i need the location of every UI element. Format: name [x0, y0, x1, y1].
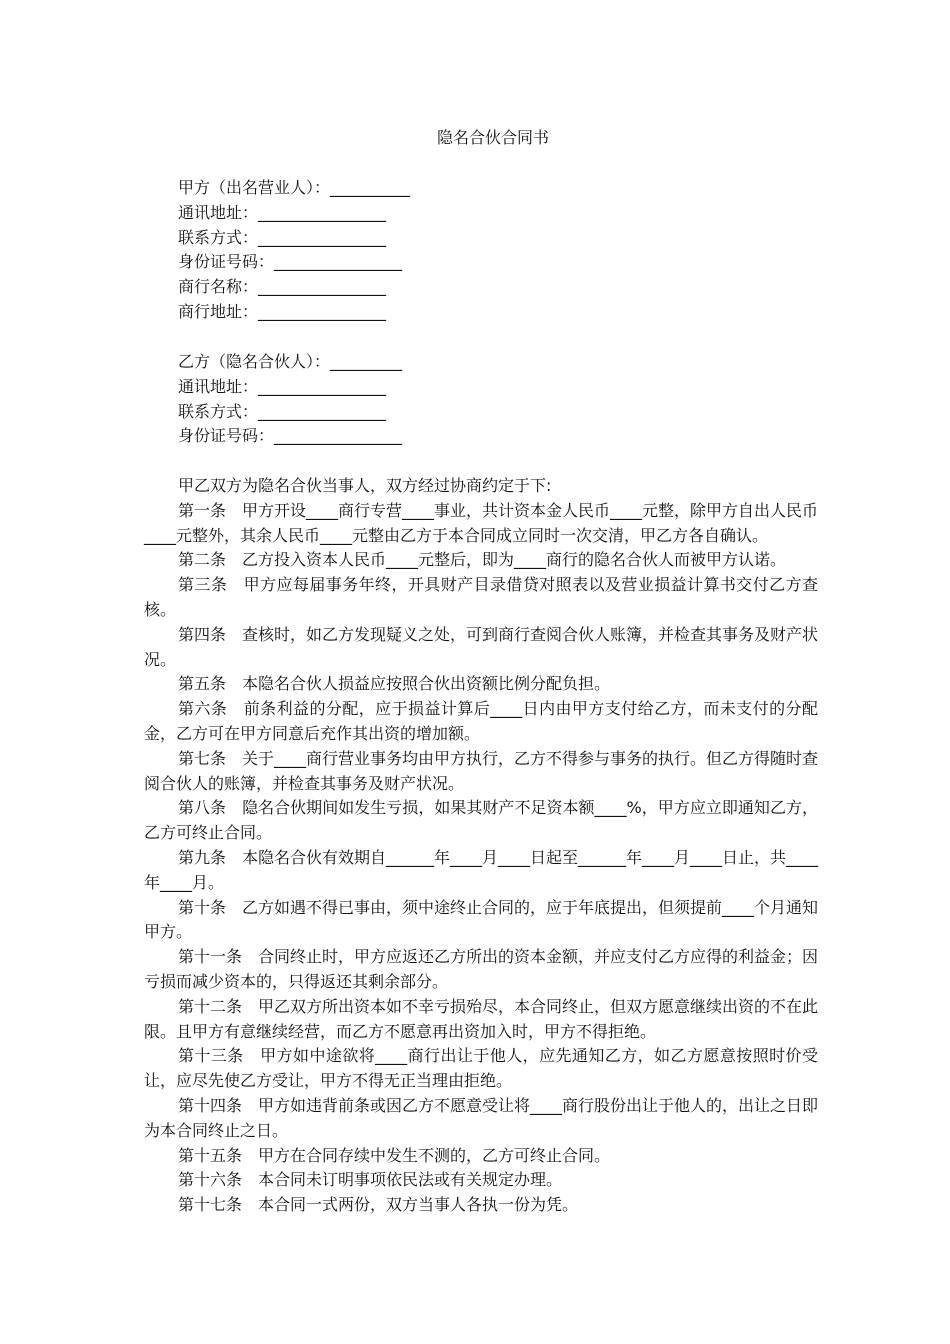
clause-3: 第三条 甲方应每届事务年终，开具财产目录借贷对照表以及营业损益计算书交付乙方查核。: [144, 575, 818, 619]
party-b-address-field: 通讯地址：________________: [178, 376, 387, 396]
clause-17: 第十七条 本合同一式两份，双方当事人各执一份为凭。: [178, 1195, 579, 1215]
clause-1: 第一条 甲方开设____商行专营____事业，共计资本金人民币____元整，除甲方自出人民币____元整外，其余人民币____元整由乙方于本合同成立同时一次交清，甲乙方各自确认。: [144, 500, 819, 545]
clause-16: 第十六条 本合同未订明事项依民法或有关规定办理。: [178, 1170, 563, 1190]
clause-15: 第十五条 甲方在合同存续中发生不测的，乙方可终止合同。: [178, 1145, 611, 1165]
party-b-contact-field: 联系方式：________________: [178, 401, 387, 421]
party-a-shop-address-field: 商行地址：________________: [178, 301, 387, 321]
clause-8: 第八条 隐名合伙期间如发生亏损，如果其财产不足资本额____%，甲方应立即通知乙方，乙方可终止合同。: [144, 798, 818, 843]
contract-body: [144, 474, 818, 1218]
party-a-name-field: 甲方（出名营业人）：__________: [178, 178, 411, 197]
clause-14: 第十四条 甲方如违背前条或因乙方不愿意受让将____商行股份出让于他人的，出让之日即为本合同终止之日。: [144, 1095, 819, 1140]
party-a-contact-field: 联系方式：________________: [178, 227, 387, 247]
document-title: 隐名合伙合同书: [436, 128, 549, 147]
party-a-id-field: 身份证号码：________________: [178, 252, 403, 272]
clause-6: 第六条 前条利益的分配，应于损益计算后____日内由甲方支付给乙方，而未支付的分配金，乙方可在甲方同意后充作其出资的增加额。: [144, 699, 818, 743]
party-a-address-field: 通讯地址：________________: [178, 202, 387, 222]
clause-11: 第十一条 合同终止时，甲方应返还乙方所出的资本金额，并应支付乙方应得的利益金；因亏损而减少资本的，只得返还其剩余部分。: [144, 947, 819, 991]
clause-2: 第二条 乙方投入资本人民币____元整后，即为____商行的隐名合伙人而被甲方认诺。: [178, 550, 787, 570]
party-a-info: [178, 176, 818, 325]
clause-9: 第九条 本隐名合伙有效期自______年____月____日起至______年____月____日止，共____年____月。: [144, 847, 819, 892]
clause-13: 第十三条 甲方如中途欲将____商行出让于他人，应先通知乙方，如乙方愿意按照时价受让，应尽先使乙方受让，甲方不得无正当理由拒绝。: [144, 1046, 818, 1091]
clause-12: 第十二条 甲乙双方所出资本如不幸亏损殆尽，本合同终止，但双方愿意继续出资的不在此限。且甲方有意继续经营，而乙方不愿意再出资加入时，甲方不得拒绝。: [144, 996, 819, 1041]
party-b-info: [178, 350, 818, 449]
party-b-id-field: 身份证号码：________________: [178, 426, 403, 446]
clause-10: 第十条 乙方如遇不得已事由，须中途终止合同的，应于年底提出，但须提前____个月通知甲方。: [144, 897, 819, 942]
party-b-name-field: 乙方（隐名合伙人）：_________: [178, 352, 403, 371]
preamble: 甲乙双方为隐名合伙当事人，双方经过协商约定于下:: [178, 476, 552, 495]
clause-4: 第四条 查核时，如乙方发现疑义之处，可到商行查阅合伙人账簿，并检查其事务及财产状况。: [144, 624, 819, 669]
clause-5: 第五条 本隐名合伙人损益应按照合伙出资额比例分配负担。: [178, 674, 611, 694]
clause-7: 第七条 关于____商行营业事务均由甲方执行，乙方不得参与事务的执行。但乙方得随时查阅合伙人的账簿，并检查其事务及财产状况。: [144, 748, 819, 793]
party-a-shop-name-field: 商行名称：________________: [178, 277, 387, 297]
